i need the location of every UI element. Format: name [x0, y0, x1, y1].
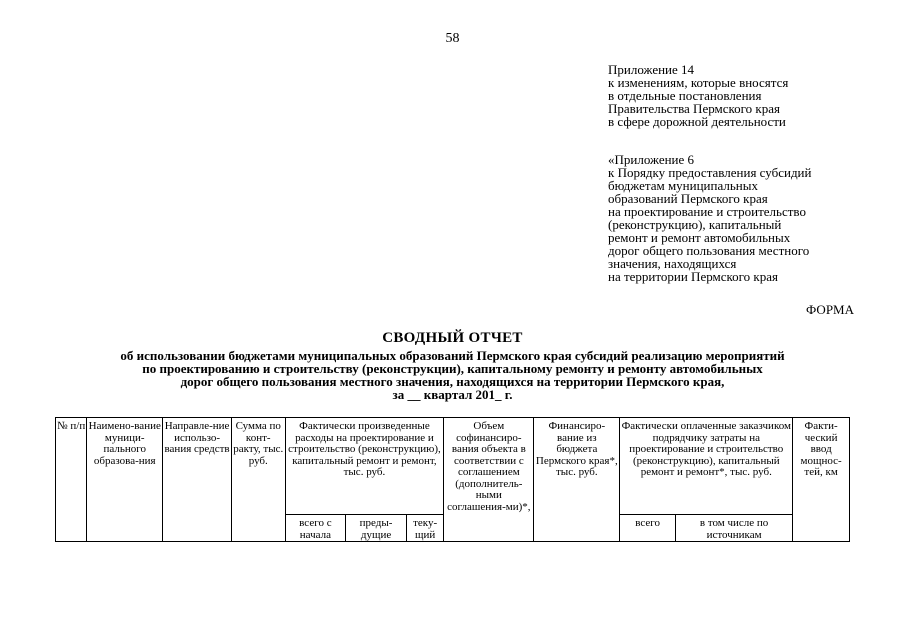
header-contract-sum: Сумма по конт-ракту, тыс. руб.	[231, 418, 285, 542]
form-label: ФОРМА	[806, 302, 854, 317]
report-title: СВОДНЫЙ ОТЧЕТ	[382, 330, 523, 346]
appendix-line: Приложение 14	[608, 62, 695, 77]
report-subtitle-line: за __ квартал 201_ г.	[392, 387, 513, 402]
report-subtitle-line: по проектированию и строительству (реконструкции), капитальному ремонту и ремонту автомобильных	[142, 361, 763, 376]
appendix-line: Правительства Пермского края	[608, 101, 780, 116]
header-num: № п/п	[56, 418, 87, 542]
appendix-notice	[608, 63, 898, 128]
header-municipality-name: Наимено-вание муници-пального образова-ния	[87, 418, 163, 542]
header-financing: Финансиро-вание из бюджета Пермского края*, тыс. руб.	[534, 418, 620, 542]
appendix-line: в отдельные постановления	[608, 88, 762, 103]
subheader-by-sources: в том числе по источникам	[675, 515, 792, 542]
table-header-row	[56, 418, 850, 515]
header-actual-input: Факти-ческий ввод мощнос-тей, км	[793, 418, 850, 542]
appendix-order-line: образований Пермского края	[608, 191, 768, 206]
appendix-order-line: дорог общего пользования местного	[608, 243, 810, 258]
appendix-line: в сфере дорожной деятельности	[608, 114, 786, 129]
report-table	[55, 417, 850, 542]
header-actual-expenses: Фактически произведенные расходы на проектирование и строительство (реконструкцию), капитальный ремонт и ремонт, тыс. руб.	[285, 418, 444, 515]
appendix-order-line: значения, находящихся	[608, 256, 737, 271]
subheader-total-since-start: всего с начала	[285, 515, 346, 542]
appendix-order-line: к Порядку предоставления субсидий	[608, 165, 812, 180]
appendix-order-line: (реконструкцию), капитальный	[608, 217, 782, 232]
page-number: 58	[445, 31, 460, 46]
subheader-current: теку-щий	[406, 515, 443, 542]
subheader-previous: преды-дущие	[346, 515, 407, 542]
appendix-order-line: на территории Пермского края	[608, 269, 778, 284]
subheader-total: всего	[620, 515, 676, 542]
header-paid-costs: Фактически оплаченные заказчиком подрядчику затраты на проектирование и строительство (реконструкцию), капитальный ремонт и ремонт*, тыс. руб.	[620, 418, 793, 515]
appendix-order-line: ремонт и ремонт автомобильных	[608, 230, 791, 245]
appendix-order-line: «Приложение 6	[608, 152, 695, 167]
report-subtitle-line: дорог общего пользования местного значения, находящихся на территории Пермского края,	[180, 374, 725, 389]
appendix-order-line: бюджетам муниципальных	[608, 178, 758, 193]
appendix-order-notice	[608, 153, 898, 283]
appendix-line: к изменениям, которые вносятся	[608, 75, 789, 90]
header-direction: Направле-ние использо-вания средств	[163, 418, 232, 542]
header-cofinancing: Объем софинансиро-вания объекта в соответствии с соглашением (дополнитель-ными соглашения-ми)*,	[444, 418, 534, 542]
appendix-order-line: на проектирование и строительство	[608, 204, 806, 219]
report-subtitle	[55, 349, 850, 401]
report-subtitle-line: об использовании бюджетами муниципальных образований Пермского края субсидий реализацию мероприятий	[120, 348, 785, 363]
